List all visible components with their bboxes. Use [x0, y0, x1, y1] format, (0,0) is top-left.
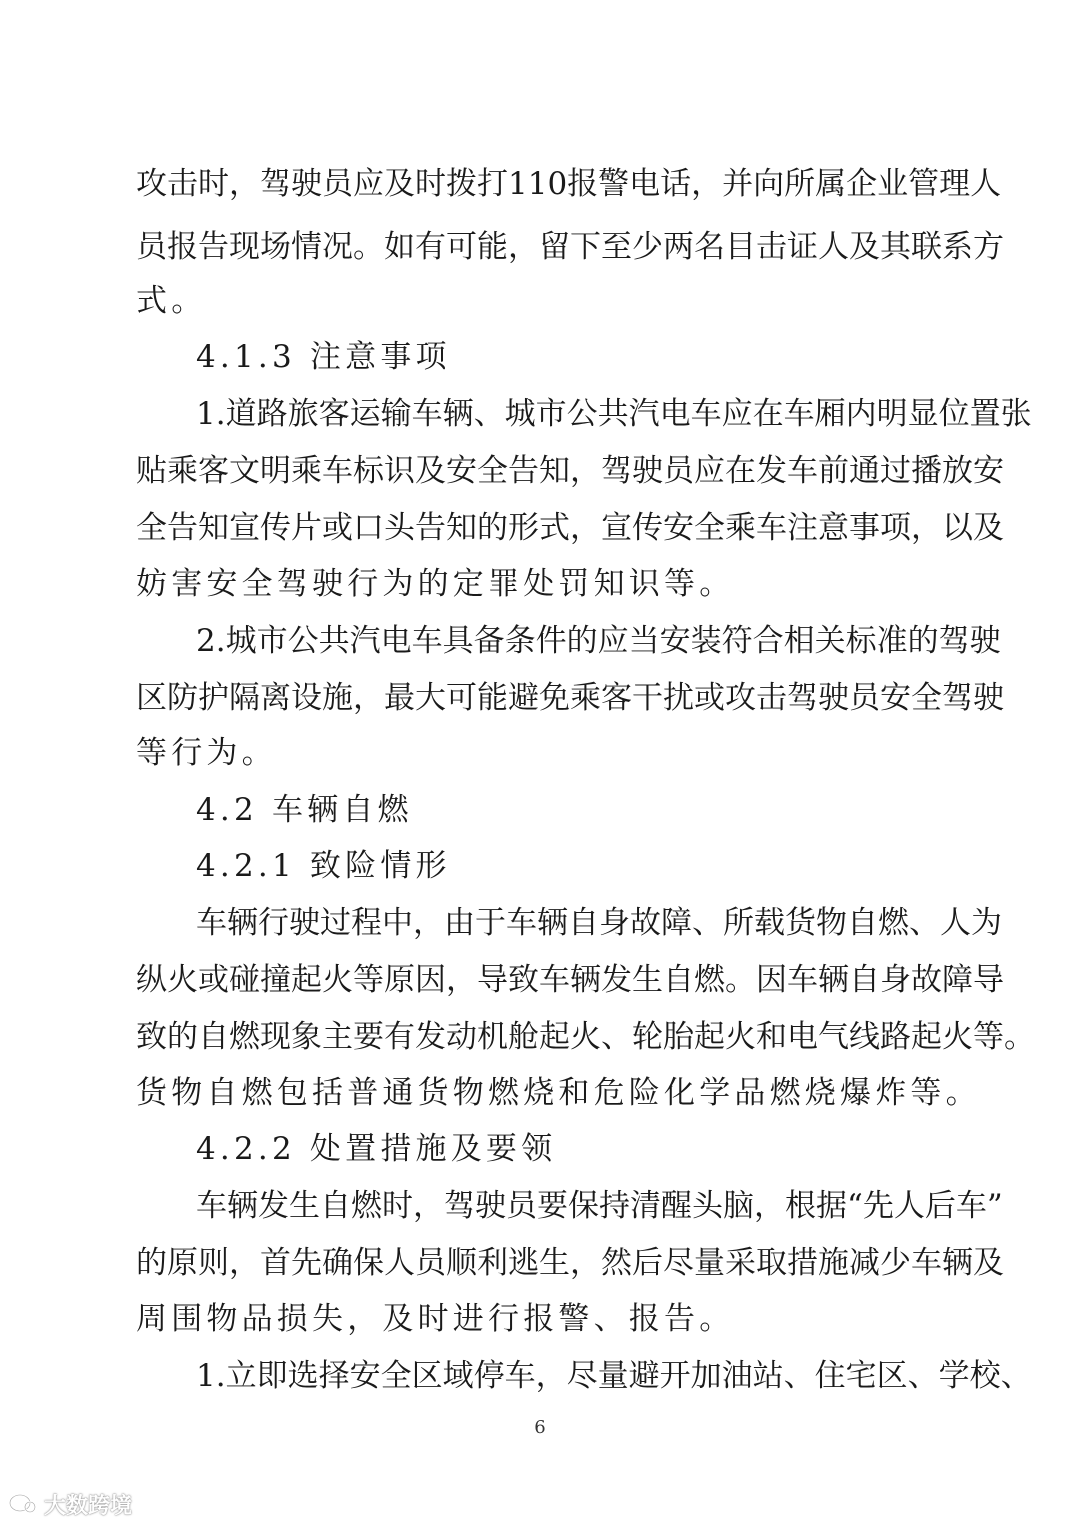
- text-line: 车辆行驶过程中，由于车辆自身故障、所载货物自燃、人为: [196, 905, 1002, 941]
- text-line: 区防护隔离设施，最大可能避免乘客干扰或攻击驾驶员安全驾驶: [136, 680, 1004, 716]
- text-line: 式。: [136, 283, 207, 319]
- watermark: [8, 1487, 132, 1521]
- text-line: 2.城市公共汽电车具备条件的应当安装符合相关标准的驾驶: [196, 623, 1001, 659]
- speech-bubble-logo-icon: [8, 1492, 38, 1516]
- section-heading: 4.2.1 致险情形: [196, 848, 451, 884]
- text-line: 员报告现场情况。如有可能，留下至少两名目击证人及其联系方: [136, 229, 1004, 265]
- text-line: 攻击时，驾驶员应及时拨打110报警电话，并向所属企业管理人: [136, 166, 1002, 202]
- section-heading: 4.2 车辆自燃: [196, 792, 413, 828]
- text-line: 车辆发生自燃时，驾驶员要保持清醒头脑，根据“先人后车”: [196, 1188, 1003, 1224]
- text-line: 纵火或碰撞起火等原因，导致车辆发生自燃。因车辆自身故障导: [136, 962, 1004, 998]
- section-heading: 4.2.2 处置措施及要领: [196, 1131, 557, 1167]
- text-line: 贴乘客文明乘车标识及安全告知，驾驶员应在发车前通过播放安: [136, 453, 1004, 489]
- text-line: 妨害安全驾驶行为的定罪处罚知识等。: [136, 566, 735, 602]
- text-line: 货物自燃包括普通货物燃烧和危险化学品燃烧爆炸等。: [136, 1075, 981, 1111]
- text-line: 1.立即选择安全区域停车，尽量避开加油站、住宅区、学校、: [196, 1358, 1032, 1394]
- section-heading: 4.1.3 注意事项: [196, 339, 451, 375]
- text-line: 全告知宣传片或口头告知的形式，宣传安全乘车注意事项，以及: [136, 510, 1004, 546]
- text-line: 的原则，首先确保人员顺利逃生，然后尽量采取措施减少车辆及: [136, 1245, 1004, 1281]
- watermark-text: 大数跨境: [44, 1493, 133, 1519]
- text-line: 1.道路旅客运输车辆、城市公共汽电车应在车厢内明显位置张: [196, 396, 1032, 432]
- text-line: 等行为。: [136, 735, 277, 771]
- page-number: 6: [534, 1417, 546, 1438]
- text-line: 周围物品损失，及时进行报警、报告。: [136, 1301, 735, 1337]
- text-line: 致的自燃现象主要有发动机舱起火、轮胎起火和电气线路起火等。: [136, 1019, 1035, 1055]
